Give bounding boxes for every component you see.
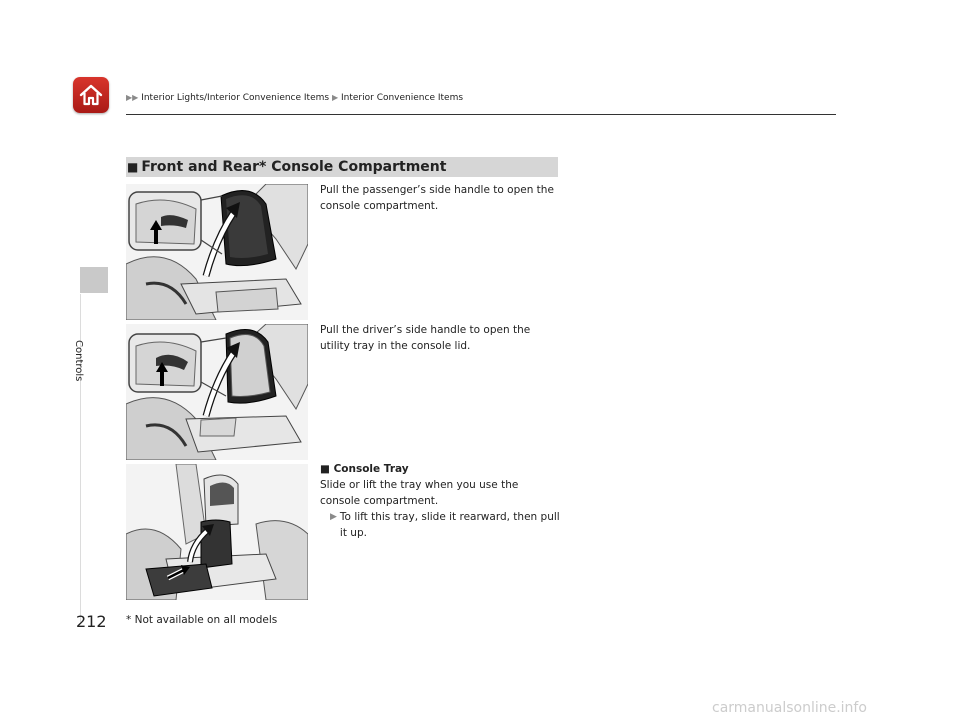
section-square-icon: ■ xyxy=(127,160,139,174)
breadcrumb-link-interior-lights[interactable]: Interior Lights/Interior Convenience Items xyxy=(141,93,330,103)
illustration-passenger-handle xyxy=(126,184,308,320)
note-arrow-icon: ▶ xyxy=(330,512,337,522)
header-rule xyxy=(126,114,836,115)
home-icon xyxy=(77,81,105,109)
console-tray-note-text: To lift this tray, slide it rearward, then pull it up. xyxy=(339,511,560,539)
console-tray-heading xyxy=(320,461,560,477)
console-tray-note xyxy=(320,509,560,541)
section-heading xyxy=(126,157,558,177)
watermark: carmanualsonline.info xyxy=(712,700,867,716)
subsection-square-icon: ■ xyxy=(320,463,330,475)
section-title: Front and Rear* Console Compartment xyxy=(141,159,447,175)
sidebar-section-label[interactable]: Controls xyxy=(73,340,84,382)
footnote: * Not available on all models xyxy=(126,614,278,626)
illustration-driver-handle xyxy=(126,324,308,460)
console-tray-block xyxy=(320,461,560,541)
sidebar-tab-marker xyxy=(80,267,108,293)
breadcrumb-arrow-icon: ▶▶ xyxy=(126,93,139,102)
home-button[interactable] xyxy=(73,77,109,113)
page-number: 212 xyxy=(76,612,107,631)
console-tray-text: Slide or lift the tray when you use the console compartment. xyxy=(320,479,519,507)
console-tray-title: Console Tray xyxy=(333,463,409,475)
step-2-text: Pull the driver’s side handle to open the utility tray in the console lid. xyxy=(320,324,531,352)
breadcrumb-arrow-icon: ▶ xyxy=(331,93,339,102)
illustration-console-tray xyxy=(126,464,308,600)
breadcrumb xyxy=(126,93,463,103)
step-1-text: Pull the passenger’s side handle to open the console compartment. xyxy=(320,184,554,212)
breadcrumb-current: Interior Convenience Items xyxy=(341,93,464,103)
